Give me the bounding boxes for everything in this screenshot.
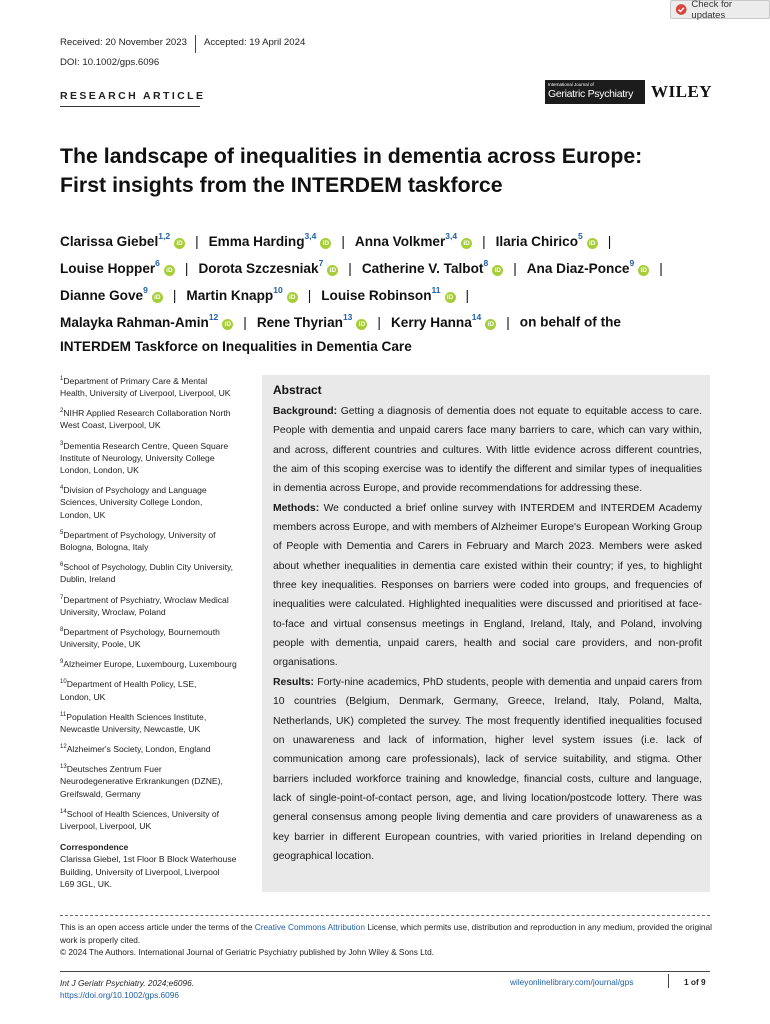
- author-name: Dorota Szczesniak: [198, 260, 319, 276]
- footer-citation: Int J Geriatr Psychiatry. 2024;e6096.: [60, 978, 195, 988]
- author-name: Emma Harding: [208, 233, 305, 249]
- publisher-logo: WILEY: [651, 82, 713, 101]
- author-name: Anna Volkmer: [354, 233, 446, 249]
- title-line-2: First insights from the INTERDEM taskforce: [60, 173, 503, 197]
- affiliation-line: London, UK: [60, 509, 106, 520]
- affiliation-line: Bologna, Bologna, Italy: [60, 541, 149, 552]
- journal-logo: [545, 80, 645, 104]
- affiliation-line: Dublin, Ireland: [60, 574, 116, 585]
- results-text: Forty-nine academics, PhD students, people with dementia and unpaid carers from 10 countries (Belgium, Denmark, Germany, Greece, Ireland, Italy, Poland, Malta, Netherlands, UK) completed the survey. The most frequently identified inequalities focused on unawareness and lack of information, higher level system issues (i.e. lack of communication among care professionals), lack of service suitability, and stigma. Other barriers included workforce training and knowledge, financial costs, culture and language, lack of single-point-of-contact person, age, and living location/postcode lottery. There was general consensus among people living dementia and care providers of unawareness as a key barrier in different European countries, with varied priorities in Ireland depending on geographical location.: [273, 676, 703, 862]
- abstract-box: [262, 375, 710, 892]
- correspondence: [60, 841, 250, 890]
- abstract-results: [273, 673, 702, 866]
- affiliation-number: 6: [60, 562, 64, 569]
- author: [60, 285, 163, 303]
- affiliation-line: University, Wroclaw, Poland: [60, 606, 166, 617]
- author-name: Louise Robinson: [321, 287, 432, 303]
- affiliation-line: Alzheimer Europe, Luxembourg, Luxembourg: [63, 659, 237, 670]
- author: [60, 258, 175, 276]
- affiliation: [60, 559, 250, 585]
- affiliation-line: Institute of Neurology, University College: [60, 452, 215, 463]
- affiliation-number: 13: [60, 764, 67, 771]
- author-separator: |: [659, 260, 663, 276]
- author-separator: |: [243, 314, 247, 330]
- affiliation-line: School of Psychology, Dublin City University,: [63, 562, 234, 573]
- results-label: Results:: [273, 676, 314, 688]
- footer-citation-block: [60, 977, 194, 1001]
- orcid-icon[interactable]: iD: [222, 319, 233, 330]
- affiliation-line: Sciences, University College London,: [60, 497, 203, 508]
- author-separator: |: [377, 314, 381, 330]
- affiliation: [60, 806, 250, 832]
- orcid-icon[interactable]: iD: [638, 265, 649, 276]
- affiliation-number: 14: [60, 808, 67, 815]
- copyright: © 2024 The Authors. International Journal of Geriatric Psychiatry published by John Wiley & Sons Ltd.: [60, 947, 434, 957]
- author-name: Malayka Rahman-Amin: [60, 314, 209, 330]
- affiliation-number: 3: [60, 440, 64, 447]
- author-affiliation-sup: 5: [578, 231, 583, 241]
- orcid-icon[interactable]: iD: [287, 292, 298, 303]
- affiliation-number: 5: [60, 529, 64, 536]
- correspondence-line: Clarissa Giebel, 1st Floor B Block Waterhouse: [60, 854, 237, 865]
- orcid-icon[interactable]: iD: [445, 292, 456, 303]
- author-affiliation-sup: 3,4: [304, 231, 317, 241]
- affiliation-line: Deutsches Zentrum Fuer: [66, 764, 162, 775]
- creative-commons-link[interactable]: Creative Commons Attribution: [254, 922, 366, 932]
- affiliation-number: 1: [60, 376, 64, 382]
- affiliation: [60, 482, 250, 520]
- correspondence-label: Correspondence: [60, 842, 129, 853]
- orcid-icon[interactable]: iD: [152, 292, 163, 303]
- affiliation: [60, 741, 250, 755]
- orcid-icon[interactable]: iD: [174, 238, 185, 249]
- doi: DOI: 10.1002/gps.6096: [60, 57, 160, 68]
- author-name: Dianne Gove: [60, 287, 144, 303]
- affiliation-line: Department of Health Policy, LSE,: [66, 679, 197, 690]
- orcid-icon[interactable]: iD: [485, 319, 496, 330]
- correspondence-line: Building, University of Liverpool, Liverpool: [60, 866, 220, 877]
- on-behalf-text: on behalf of the: [519, 314, 621, 330]
- author-separator: |: [195, 233, 199, 249]
- check-updates-icon: [675, 3, 687, 16]
- footer-rule: [60, 971, 710, 972]
- author-separator: |: [184, 260, 189, 276]
- author-separator: |: [348, 260, 352, 276]
- affiliation-number: 7: [60, 594, 64, 601]
- author: [361, 258, 503, 276]
- background-text: Getting a diagnosis of dementia does not equate to equitable access to care. People with dementia and unpaid carers face many barriers to care, which can vary within, and across, different countries and cultures. With little evidence across different countries, the aim of this scoping exercise was to identify the different and similar types of inequalities in dementia across Europe, and provide recommendations for addressing these.: [273, 406, 703, 495]
- author-affiliation-sup: 9: [629, 258, 635, 269]
- journal-logo-name: Geriatric Psychiatry: [548, 88, 634, 100]
- author-name: Rene Thyrian: [256, 314, 343, 330]
- author-affiliation-sup: 10: [273, 285, 283, 296]
- check-for-updates-button[interactable]: [670, 0, 770, 19]
- author-name: Louise Hopper: [60, 260, 156, 276]
- orcid-icon[interactable]: iD: [461, 238, 472, 249]
- author: [256, 312, 368, 330]
- author-name: Ana Diaz-Ponce: [526, 260, 630, 276]
- author: [186, 285, 297, 303]
- author: [495, 231, 598, 249]
- orcid-icon[interactable]: iD: [492, 265, 503, 276]
- affiliation-number: 9: [60, 659, 64, 666]
- affiliation-number: 8: [60, 626, 64, 633]
- affiliation-line: Alzheimer's Society, London, England: [66, 744, 211, 755]
- author: [354, 231, 472, 249]
- affiliation: [60, 592, 250, 618]
- abstract-background: [273, 402, 702, 499]
- license-text-after: License, which permits use, distribution and reproduction in any medium, provided the original work is properly cited.: [60, 922, 712, 945]
- affiliation: [60, 624, 250, 650]
- affiliation-line: University, Poole, UK: [60, 638, 141, 649]
- author-name: Martin Knapp: [186, 287, 274, 303]
- affiliation-line: NIHR Applied Research Collaboration North: [63, 408, 231, 419]
- affiliation: [60, 373, 250, 399]
- author-separator: |: [307, 287, 312, 303]
- orcid-icon[interactable]: iD: [164, 265, 175, 276]
- methods-text: We conducted a brief online survey with INTERDEM and INTERDEM Academy members across Europe, and with members of Alzheimer Europe's European Working Group of People with Dementia and Carers in February and March 2023. Members were asked about whether inequalities in dementia care existed within their country; if yes, to highlight three key inequalities. Responses on barriers were coded into groups, and frequencies of inequalities were calculated. Highlighted inequalities were discussed and prioritised at face-to-face and virtual consensus meetings in England, Ireland, Italy, and Poland, involving people with dementia, unpaid carers, health and social care providers, and non-profit organisations.: [273, 502, 702, 669]
- affiliation-line: School of Health Sciences, University of: [66, 808, 220, 819]
- page-number: 1 of 9: [684, 977, 706, 987]
- affiliation-line: Department of Primary Care & Mental: [63, 375, 208, 386]
- affiliation-line: Department of Psychology, Bournemouth: [63, 626, 220, 637]
- article-dates: [60, 37, 305, 53]
- author-affiliation-sup: 12: [208, 312, 219, 323]
- journal-logo-small-text: International Journal of: [548, 82, 594, 87]
- author-affiliation-sup: 13: [342, 312, 353, 323]
- affiliation-line: London, UK: [60, 691, 106, 702]
- affiliation-line: Dementia Research Centre, Queen Square: [63, 440, 229, 451]
- affiliation-line: Population Health Sciences Institute,: [66, 711, 207, 722]
- affiliation-number: 12: [60, 744, 67, 751]
- affiliations: [60, 373, 250, 890]
- author-separator: |: [607, 233, 612, 249]
- author: [321, 285, 455, 303]
- affiliation-line: Department of Psychology, University of: [63, 529, 216, 540]
- affiliation: [60, 438, 250, 476]
- orcid-icon[interactable]: iD: [356, 319, 367, 330]
- author: [526, 258, 649, 276]
- author: [198, 258, 338, 276]
- author-affiliation-sup: 11: [431, 285, 441, 296]
- affiliation-line: Department of Psychiatry, Wroclaw Medical: [63, 594, 229, 605]
- abstract-methods: [273, 499, 702, 673]
- check-updates-label: Check for updates: [691, 0, 733, 21]
- affiliation: [60, 656, 250, 670]
- author-affiliation-sup: 8: [483, 258, 489, 269]
- title-line-1: The landscape of inequalities in dementia across Europe:: [60, 144, 643, 168]
- author-name: Kerry Hanna: [390, 314, 472, 330]
- author-name: Ilaria Chirico: [495, 233, 579, 249]
- orcid-icon[interactable]: iD: [587, 238, 598, 249]
- author-name: Clarissa Giebel: [60, 233, 159, 249]
- background-label: Background:: [273, 406, 338, 417]
- author-separator: |: [341, 233, 345, 249]
- abstract-heading: Abstract: [273, 383, 322, 397]
- license-rule: [60, 915, 710, 916]
- author-affiliation-sup: 7: [318, 258, 324, 269]
- affiliation-number: 10: [60, 679, 67, 686]
- author: [390, 312, 496, 330]
- affiliation: [60, 761, 250, 799]
- affiliation: [60, 405, 250, 431]
- author-separator: |: [506, 314, 510, 330]
- license-notice: [60, 921, 712, 947]
- affiliation-line: Health, University of Liverpool, Liverpool, UK: [60, 388, 231, 399]
- article-type-rule: [60, 106, 200, 107]
- author: [208, 231, 332, 249]
- affiliation-line: West Coast, Liverpool, UK: [60, 420, 161, 431]
- author-affiliation-sup: 6: [155, 258, 160, 269]
- article-title: [60, 142, 710, 200]
- affiliation-line: Neurodegenerative Erkrankungen (DZNE),: [60, 776, 223, 787]
- affiliation-number: 2: [60, 408, 64, 415]
- license-text-before: This is an open access article under the terms of the: [60, 922, 255, 932]
- article-type: RESEARCH ARTICLE: [60, 90, 206, 102]
- footer-doi-link[interactable]: https://doi.org/10.1002/gps.6096: [60, 990, 180, 1000]
- affiliation-line: Division of Psychology and Language: [63, 485, 207, 496]
- affiliation-line: Liverpool, Liverpool, UK: [60, 820, 152, 831]
- author-affiliation-sup: 9: [143, 285, 148, 296]
- footer-journal-url[interactable]: wileyonlinelibrary.com/journal/gps: [510, 977, 634, 987]
- author-separator: |: [465, 287, 470, 303]
- author-separator: |: [482, 233, 486, 249]
- orcid-icon[interactable]: iD: [327, 265, 338, 276]
- author-affiliation-sup: 1,2: [158, 231, 171, 241]
- footer-divider: [668, 974, 669, 988]
- author-separator: |: [513, 260, 517, 276]
- author-separator: |: [172, 287, 177, 303]
- received-date: Received: 20 November 2023: [60, 37, 187, 48]
- affiliation-number: 4: [60, 485, 64, 492]
- orcid-icon[interactable]: iD: [320, 238, 331, 249]
- author-group: INTERDEM Taskforce on Inequalities in Dementia Care: [60, 338, 412, 354]
- author-list: [60, 226, 720, 358]
- author-affiliation-sup: 14: [471, 312, 482, 323]
- author-affiliation-sup: 3,4: [445, 231, 458, 241]
- affiliation-line: Newcastle University, Newcastle, UK: [60, 723, 201, 734]
- author-name: Catherine V. Talbot: [361, 260, 484, 276]
- affiliation: [60, 527, 250, 553]
- affiliation: [60, 676, 250, 702]
- affiliation-line: London, London, UK: [60, 464, 139, 475]
- methods-label: Methods:: [273, 502, 320, 514]
- correspondence-line: L69 3GL, UK.: [60, 878, 113, 889]
- affiliation: [60, 709, 250, 735]
- author: [60, 312, 233, 330]
- author: [60, 231, 185, 249]
- affiliation-number: 11: [60, 711, 67, 718]
- affiliation-line: Greifswald, Germany: [60, 788, 141, 799]
- accepted-date: Accepted: 19 April 2024: [203, 37, 306, 48]
